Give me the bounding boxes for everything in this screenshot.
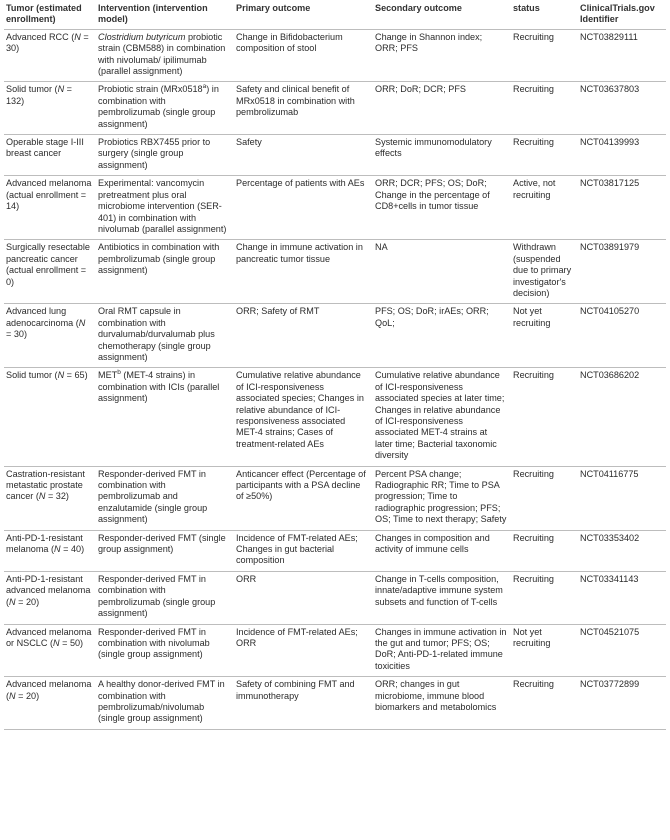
tumor-enrollment: = 132): [6, 84, 72, 106]
intervention-text: Oral RMT capsule in combination with durvalumab/durvalumab plus chemotherapy (single group assignment): [98, 306, 215, 362]
tumor-n-symbol: N: [57, 84, 65, 95]
identifier-cell: NCT04139993: [578, 135, 666, 176]
status-cell: Recruiting: [511, 677, 578, 730]
intervention-organism: Clostridium butyricum: [98, 31, 186, 42]
table-row: [4, 368, 666, 466]
table-row: [4, 624, 666, 677]
tumor-n-symbol: N: [9, 690, 16, 701]
clinical-trials-table: [4, 3, 666, 730]
tumor-text: Surgically resectable pancreatic cancer (actual enrollment = 0): [6, 242, 90, 287]
tumor-cell: [4, 677, 96, 730]
tumor-cell: [4, 624, 96, 677]
header-primary-outcome: Primary outcome: [234, 3, 373, 29]
header-status: status: [511, 3, 578, 29]
tumor-enrollment: = 30): [6, 329, 27, 340]
intervention-cell: [96, 135, 234, 176]
identifier-cell: NCT04521075: [578, 624, 666, 677]
table-row: [4, 29, 666, 82]
table-row: [4, 466, 666, 530]
primary-outcome-cell: Incidence of FMT-related AEs; ORR: [234, 624, 373, 677]
secondary-outcome-cell: Systemic immunomodulatory effects: [373, 135, 511, 176]
tumor-cell: [4, 571, 96, 624]
identifier-cell: NCT03637803: [578, 82, 666, 135]
tumor-enrollment: = 20): [15, 690, 40, 701]
header-secondary-outcome: Secondary outcome: [373, 3, 511, 29]
primary-outcome-cell: ORR; Safety of RMT: [234, 304, 373, 368]
intervention-cell: [96, 571, 234, 624]
secondary-outcome-cell: Change in T-cells composition, innate/adaptive immune system subsets and function of T-cells: [373, 571, 511, 624]
intervention-prefix: MET: [98, 370, 118, 381]
status-cell: Recruiting: [511, 29, 578, 82]
identifier-cell: NCT03341143: [578, 571, 666, 624]
status-cell: Withdrawn (suspended due to primary investigator's decision): [511, 240, 578, 304]
status-cell: Recruiting: [511, 571, 578, 624]
tumor-n-symbol: N: [74, 31, 81, 42]
identifier-cell: NCT03817125: [578, 176, 666, 240]
secondary-outcome-cell: NA: [373, 240, 511, 304]
status-cell: Recruiting: [511, 530, 578, 571]
intervention-cell: [96, 176, 234, 240]
primary-outcome-cell: Incidence of FMT-related AEs; Changes in gut bacterial composition: [234, 530, 373, 571]
tumor-n-symbol: N: [9, 596, 16, 607]
tumor-enrollment: = 65): [64, 370, 88, 381]
intervention-text: probiotic strain (CBM588) in combination with nivolumab/ ipilimumab (parallel assignment): [98, 31, 226, 77]
header-row: [4, 3, 666, 29]
tumor-cell: [4, 530, 96, 571]
primary-outcome-cell: Percentage of patients with AEs: [234, 176, 373, 240]
tumor-n-symbol: N: [38, 491, 46, 502]
tumor-text: Advanced lung adenocarcinoma (: [6, 306, 79, 328]
identifier-cell: NCT03686202: [578, 368, 666, 466]
secondary-outcome-cell: Change in Shannon index; ORR; PFS: [373, 29, 511, 82]
intervention-text: Responder-derived FMT in combination with nivolumab (single group assignment): [98, 626, 210, 660]
tumor-text: Solid tumor (: [6, 84, 58, 95]
tumor-n-symbol: N: [57, 370, 65, 381]
table-row: [4, 571, 666, 624]
tumor-cell: [4, 82, 96, 135]
tumor-text: Solid tumor (: [6, 370, 58, 381]
primary-outcome-cell: Change in Bifidobacterium composition of stool: [234, 29, 373, 82]
intervention-cell: [96, 624, 234, 677]
secondary-outcome-cell: Changes in composition and activity of immune cells: [373, 530, 511, 571]
tumor-text: Advanced melanoma (: [6, 679, 92, 701]
tumor-n-symbol: N: [53, 637, 60, 648]
table-row: [4, 176, 666, 240]
status-cell: Not yet recruiting: [511, 304, 578, 368]
secondary-outcome-cell: Changes in immune activation in the gut and tumor; PFS; OS; DoR; Anti-PD-1-related immune toxicities: [373, 624, 511, 677]
tumor-enrollment: = 20): [15, 596, 40, 607]
header-intervention: Intervention (intervention model): [96, 3, 234, 29]
tumor-n-symbol: N: [54, 544, 61, 555]
tumor-enrollment: = 40): [60, 544, 85, 555]
header-identifier: ClinicalTrials.gov Identifier: [578, 3, 666, 29]
table-row: [4, 240, 666, 304]
identifier-cell: NCT04116775: [578, 466, 666, 530]
intervention-text: Antibiotics in combination with pembrolizumab (single group assignment): [98, 242, 220, 276]
tumor-text: Advanced melanoma (actual enrollment = 14): [6, 178, 92, 212]
intervention-text: Responder-derived FMT in combination with pembrolizumab (single group assignment): [98, 573, 216, 619]
status-cell: Active, not recruiting: [511, 176, 578, 240]
secondary-outcome-cell: ORR; DCR; PFS; OS; DoR; Change in the percentage of CD8+cells in tumor tissue: [373, 176, 511, 240]
primary-outcome-cell: Anticancer effect (Percentage of participants with a PSA decline of ≥50%): [234, 466, 373, 530]
secondary-outcome-cell: PFS; OS; DoR; irAEs; ORR; QoL;: [373, 304, 511, 368]
footnote-marker: a: [202, 83, 207, 91]
intervention-cell: [96, 29, 234, 82]
status-cell: Recruiting: [511, 466, 578, 530]
intervention-prefix: Probiotic strain (MRx0518: [98, 84, 203, 95]
identifier-cell: NCT03891979: [578, 240, 666, 304]
tumor-enrollment: = 30): [6, 31, 89, 54]
tumor-text: Operable stage I-III breast cancer: [6, 137, 84, 159]
tumor-text: Advanced melanoma or NSCLC (: [6, 626, 92, 648]
intervention-text: ) in combination with pembrolizumab (single group assignment): [98, 84, 219, 129]
identifier-cell: NCT03772899: [578, 677, 666, 730]
table-row: [4, 530, 666, 571]
tumor-cell: [4, 304, 96, 368]
identifier-cell: NCT03829111: [578, 29, 666, 82]
header-tumor: Tumor (estimated enrollment): [4, 3, 96, 29]
tumor-cell: [4, 240, 96, 304]
intervention-cell: [96, 240, 234, 304]
intervention-cell: [96, 677, 234, 730]
intervention-text: Experimental: vancomycin pretreatment plus oral microbiome intervention (SER-401) in combination with nivolumab (parallel assignment): [98, 178, 227, 234]
status-cell: Recruiting: [511, 368, 578, 466]
status-cell: Recruiting: [511, 135, 578, 176]
status-cell: Not yet recruiting: [511, 624, 578, 677]
identifier-cell: NCT03353402: [578, 530, 666, 571]
tumor-enrollment: = 50): [59, 637, 84, 648]
table-row: [4, 135, 666, 176]
tumor-enrollment: = 32): [45, 491, 69, 502]
intervention-cell: [96, 82, 234, 135]
table-row: [4, 304, 666, 368]
intervention-cell: [96, 368, 234, 466]
intervention-text: A healthy donor-derived FMT in combination with pembrolizumab/nivolumab (single group assignment): [98, 679, 225, 724]
table-row: [4, 82, 666, 135]
tumor-cell: [4, 29, 96, 82]
secondary-outcome-cell: Cumulative relative abundance of ICI-responsiveness associated species at later time; Changes in relative abundance of ICI-responsiveness associated MET-4 strains at later time; Bacterial taxonomic diversity: [373, 368, 511, 466]
intervention-cell: [96, 466, 234, 530]
tumor-n-symbol: N: [78, 317, 86, 328]
table-header: [4, 3, 666, 29]
intervention-cell: [96, 530, 234, 571]
intervention-cell: [96, 304, 234, 368]
tumor-text: Advanced RCC (: [6, 31, 75, 42]
primary-outcome-cell: Cumulative relative abundance of ICI-responsiveness associated species; Changes in relative abundance of ICI-responsiveness associated MET-4 strains; Cases of treatment-related AEs: [234, 368, 373, 466]
primary-outcome-cell: Safety: [234, 135, 373, 176]
tumor-cell: [4, 368, 96, 466]
primary-outcome-cell: Safety of combining FMT and immunotherapy: [234, 677, 373, 730]
secondary-outcome-cell: ORR; DoR; DCR; PFS: [373, 82, 511, 135]
status-cell: Recruiting: [511, 82, 578, 135]
table-body: [4, 29, 666, 729]
footnote-marker: b: [117, 369, 121, 377]
table-row: [4, 677, 666, 730]
tumor-cell: [4, 466, 96, 530]
primary-outcome-cell: ORR: [234, 571, 373, 624]
tumor-cell: [4, 176, 96, 240]
intervention-text: Probiotics RBX7455 prior to surgery (single group assignment): [98, 137, 211, 170]
primary-outcome-cell: Change in immune activation in pancreatic tumor tissue: [234, 240, 373, 304]
identifier-cell: NCT04105270: [578, 304, 666, 368]
tumor-text: Anti-PD-1-resistant advanced melanoma (: [6, 573, 91, 607]
intervention-text: Responder-derived FMT in combination with pembrolizumab and enzalutamide (single group assignment): [98, 468, 208, 525]
primary-outcome-cell: Safety and clinical benefit of MRx0518 in combination with pembrolizumab: [234, 82, 373, 135]
secondary-outcome-cell: ORR; changes in gut microbiome, immune blood biomarkers and metabolomics: [373, 677, 511, 730]
intervention-text: (MET-4 strains) in combination with ICIs (parallel assignment): [98, 370, 220, 404]
secondary-outcome-cell: Percent PSA change; Radiographic RR; Time to PSA progression; Time to radiographic progression; PFS; OS; Time to next therapy; Safety: [373, 466, 511, 530]
tumor-text: Castration-resistant metastatic prostate cancer (: [6, 468, 85, 502]
tumor-cell: [4, 135, 96, 176]
tumor-text: Anti-PD-1-resistant melanoma (: [6, 532, 83, 555]
intervention-text: Responder-derived FMT (single group assignment): [98, 532, 226, 555]
